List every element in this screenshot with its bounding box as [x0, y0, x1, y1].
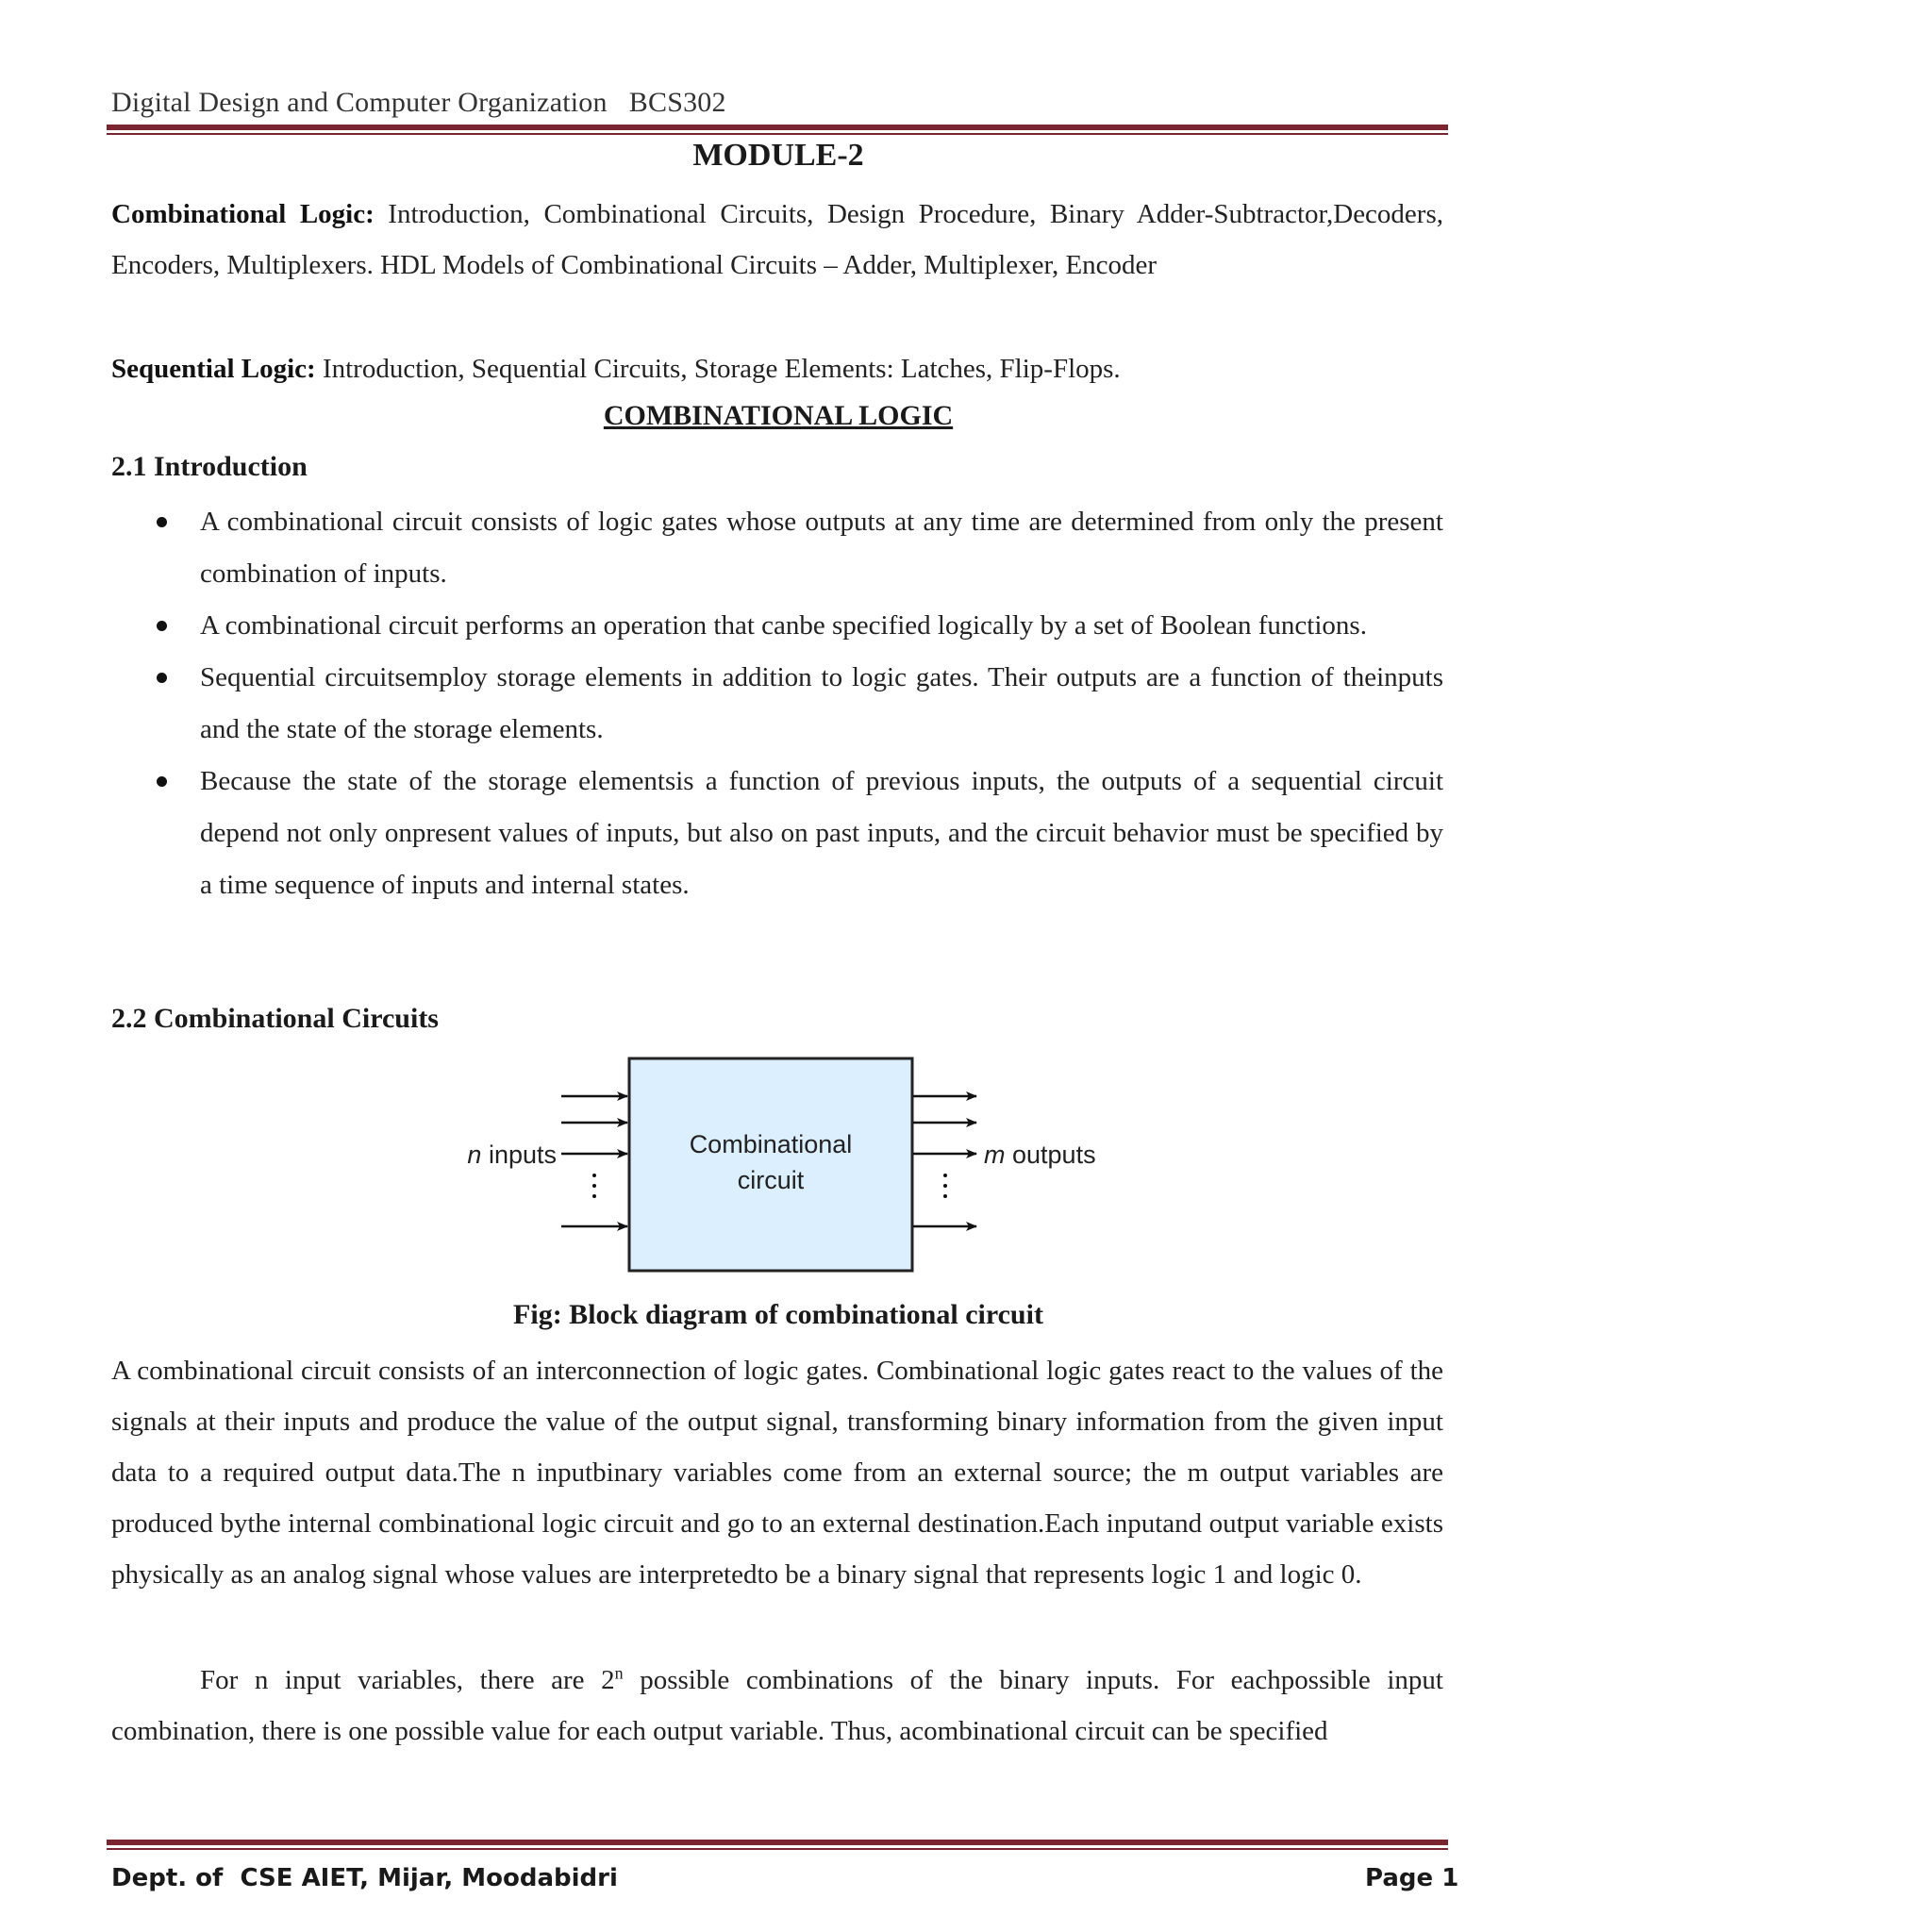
- module-title: MODULE-2: [692, 138, 864, 173]
- intro-bullet-list: [111, 496, 1443, 911]
- list-item: A combinational circuit consists of logic gates whose outputs at any time are determined from only the present combination of inputs.: [111, 496, 1443, 600]
- intro-heading: 2.1 Introduction: [111, 451, 308, 482]
- bullet-icon: [157, 621, 167, 631]
- outputs-label: m outputs: [984, 1141, 1096, 1169]
- output-arrows: [913, 1096, 976, 1226]
- section-title: COMBINATIONAL LOGIC: [603, 400, 954, 431]
- combinational-box: [629, 1058, 912, 1271]
- syllabus-combinational: [111, 189, 1443, 291]
- syllabus-sequential: [111, 343, 1443, 394]
- sequential-label: Sequential Logic:: [111, 354, 316, 384]
- footer-department: Dept. of CSE AIET, Mijar, Moodabidri: [111, 1864, 618, 1892]
- bullet-icon: [157, 776, 167, 787]
- sequential-topics: Introduction, Sequential Circuits, Storage Elements: Latches, Flip-Flops.: [315, 354, 1121, 384]
- footer-rule-thin: [107, 1848, 1448, 1850]
- footer-page-number: Page 1: [1365, 1864, 1459, 1892]
- inputs-label: n inputs: [467, 1141, 557, 1169]
- list-item: Because the state of the storage elementsis a function of previous inputs, the outputs of a sequential circuit depend not only onpresent values of inputs, but also on past inputs, and the circuit behavior must be specified by a time sequence of inputs and internal states.: [111, 756, 1443, 911]
- bullet-icon: [157, 517, 167, 527]
- box-label-line1: Combinational: [689, 1130, 853, 1158]
- header-rule-thick: [107, 125, 1448, 130]
- comb-circuits-heading: 2.2 Combinational Circuits: [111, 1003, 439, 1034]
- box-label-line2: circuit: [737, 1166, 805, 1194]
- footer-rule-thick: [107, 1840, 1448, 1845]
- superscript-n: n: [614, 1663, 624, 1683]
- list-item: Sequential circuitsemploy storage elements in addition to logic gates. Their outputs are a function of theinputs and the state of the storage elements.: [111, 652, 1443, 756]
- combinational-topics: Introduction, Combinational Circuits, Design Procedure, Binary Adder-Subtractor,Decoders, Encoders, Multiplexers. HDL Models of Combinational Circuits – Adder, Multiplexer, Encoder: [111, 199, 1443, 280]
- comb-paragraph-2: For n input variables, there are 2$^n$ possible combinations of the binary inputs. For eachpossible input combination, there is one possible value for each output variable. Thus, acombinational circuit can be specified: [111, 1663, 1443, 1746]
- running-header: Digital Design and Computer Organization BCS302: [111, 87, 726, 118]
- block-diagram: [462, 1047, 1104, 1283]
- bullet-icon: [157, 673, 167, 683]
- input-arrows: [561, 1096, 627, 1226]
- input-ellipsis-icon: [592, 1174, 596, 1198]
- figure-caption: Fig: Block diagram of combinational circuit: [513, 1299, 1043, 1330]
- comb-paragraph-1: A combinational circuit consists of an interconnection of logic gates. Combinational logic gates react to the values of the signals at their inputs and produce the value of the output signal, transforming binary information from the given input data to a required output data.The n inputbinary variables come from an external source; the m output variables are produced bythe internal combinational logic circuit and go to an external destination.Each inputand output variable exists physically as an analog signal whose values are interpretedto be a binary signal that represents logic 1 and logic 0.: [111, 1356, 1443, 1590]
- header-rule-thin: [107, 133, 1448, 135]
- list-item: A combinational circuit performs an operation that canbe specified logically by a set of Boolean functions.: [111, 600, 1443, 652]
- combinational-label: Combinational Logic:: [111, 199, 375, 229]
- output-ellipsis-icon: [943, 1174, 947, 1198]
